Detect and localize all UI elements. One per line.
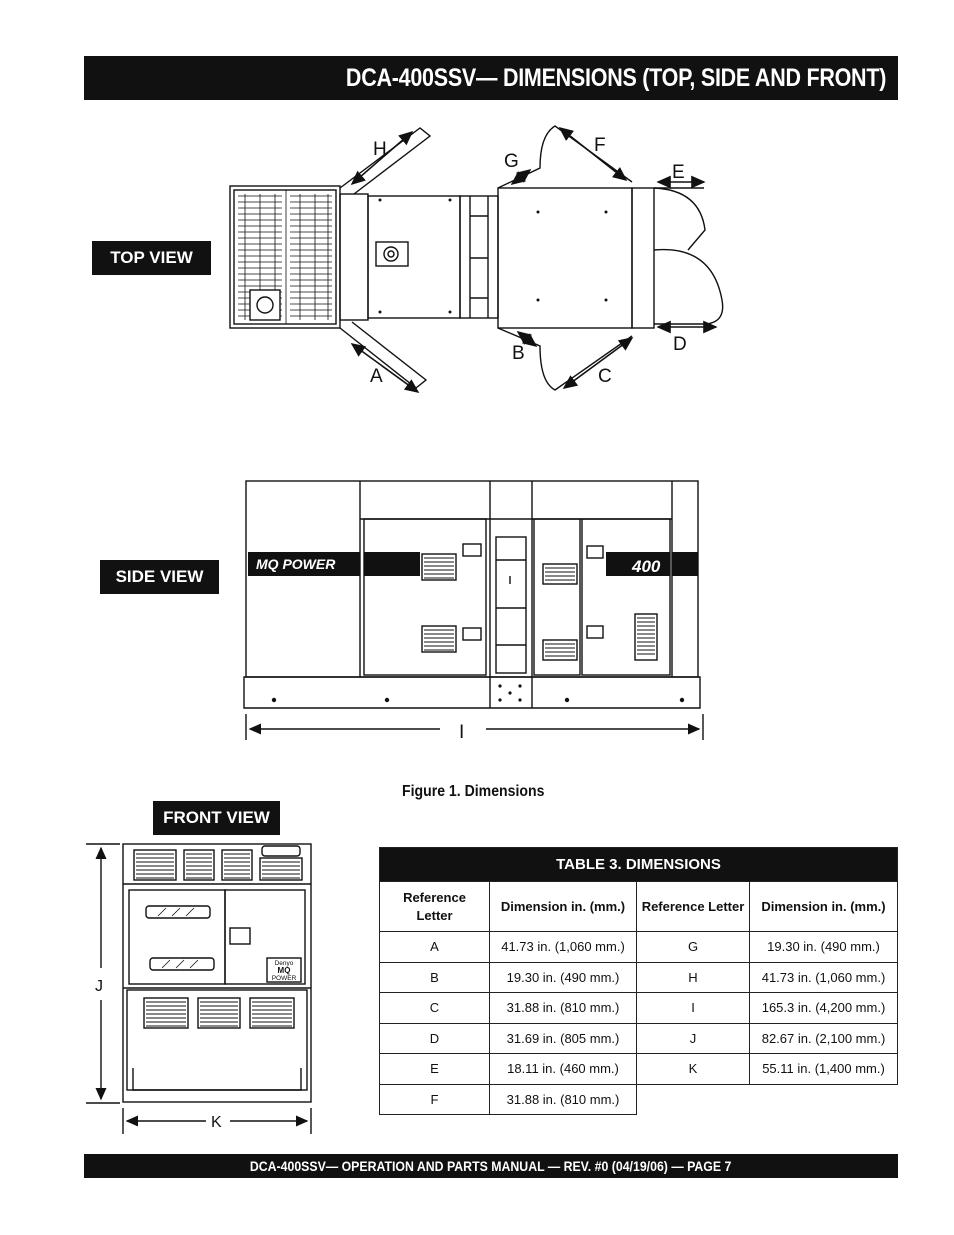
front-badge-mid: MQ <box>277 966 291 975</box>
table-cell: K <box>637 1054 750 1085</box>
table-cell: 31.88 in. (810 mm.) <box>490 993 637 1024</box>
side-view-drawing <box>244 481 703 740</box>
page-title: DCA-400SSV— DIMENSIONS (TOP, SIDE AND FRONT) <box>345 63 886 92</box>
dim-label-e: E <box>672 162 685 183</box>
figure-caption: Figure 1. Dimensions <box>402 783 545 800</box>
table-cell: F <box>380 1084 490 1115</box>
front-badge-bot: POWER <box>271 975 297 982</box>
footer-text: DCA-400SSV— OPERATION AND PARTS MANUAL — REV. #0 (04/19/06) — PAGE 7 <box>250 1158 732 1174</box>
dim-label-j: J <box>95 978 103 995</box>
table-cell: E <box>380 1054 490 1085</box>
model-badge-text: 400 <box>632 557 661 576</box>
column-header: Dimension in. (mm.) <box>750 882 898 932</box>
table-cell: 55.11 in. (1,400 mm.) <box>750 1054 898 1085</box>
dim-label-d: D <box>673 334 687 355</box>
dim-label-c: C <box>598 366 612 387</box>
table-cell: I <box>637 993 750 1024</box>
table-title-row <box>380 848 898 882</box>
table-cell: B <box>380 962 490 993</box>
dim-label-b: B <box>512 343 525 364</box>
table-cell: 165.3 in. (4,200 mm.) <box>750 993 898 1024</box>
table-cell: 41.73 in. (1,060 mm.) <box>490 932 637 963</box>
table-row <box>380 962 898 993</box>
brand-logo-text: MQ POWER <box>256 556 336 572</box>
table-cell: D <box>380 1023 490 1054</box>
table-cell: 19.30 in. (490 mm.) <box>490 962 637 993</box>
table-row <box>380 932 898 963</box>
table-cell-empty <box>637 1084 750 1115</box>
table-title: TABLE 3. DIMENSIONS <box>380 848 898 882</box>
table-cell-empty <box>750 1084 898 1115</box>
table-cell: G <box>637 932 750 963</box>
table-cell: 19.30 in. (490 mm.) <box>750 932 898 963</box>
table-cell: 82.67 in. (2,100 mm.) <box>750 1023 898 1054</box>
column-header: Reference Letter <box>637 882 750 932</box>
front-view-drawing <box>86 844 311 1134</box>
table-cell: 31.69 in. (805 mm.) <box>490 1023 637 1054</box>
table-row <box>380 1084 898 1115</box>
table-cell: 31.88 in. (810 mm.) <box>490 1084 637 1115</box>
table-cell: H <box>637 962 750 993</box>
front-badge-top: Denyo <box>274 960 294 967</box>
top-view-label: TOP VIEW <box>92 241 211 275</box>
dim-label-a: A <box>370 366 383 387</box>
dimensions-table <box>379 847 898 1115</box>
dim-label-f: F <box>594 135 606 156</box>
table-cell: J <box>637 1023 750 1054</box>
table-cell: A <box>380 932 490 963</box>
table-row <box>380 1023 898 1054</box>
side-view-label: SIDE VIEW <box>100 560 219 594</box>
dim-label-g: G <box>504 151 519 172</box>
table-header-row <box>380 882 898 932</box>
dim-label-k: K <box>211 1114 222 1131</box>
column-header: Dimension in. (mm.) <box>490 882 637 932</box>
dim-label-h: H <box>373 139 387 160</box>
front-view-label: FRONT VIEW <box>153 801 280 835</box>
table-row <box>380 993 898 1024</box>
table-row <box>380 1054 898 1085</box>
table-cell: 41.73 in. (1,060 mm.) <box>750 962 898 993</box>
page-footer <box>84 1154 898 1178</box>
column-header: Reference Letter <box>380 882 490 932</box>
dim-label-i: I <box>459 722 465 743</box>
table-cell: 18.11 in. (460 mm.) <box>490 1054 637 1085</box>
table-cell: C <box>380 993 490 1024</box>
